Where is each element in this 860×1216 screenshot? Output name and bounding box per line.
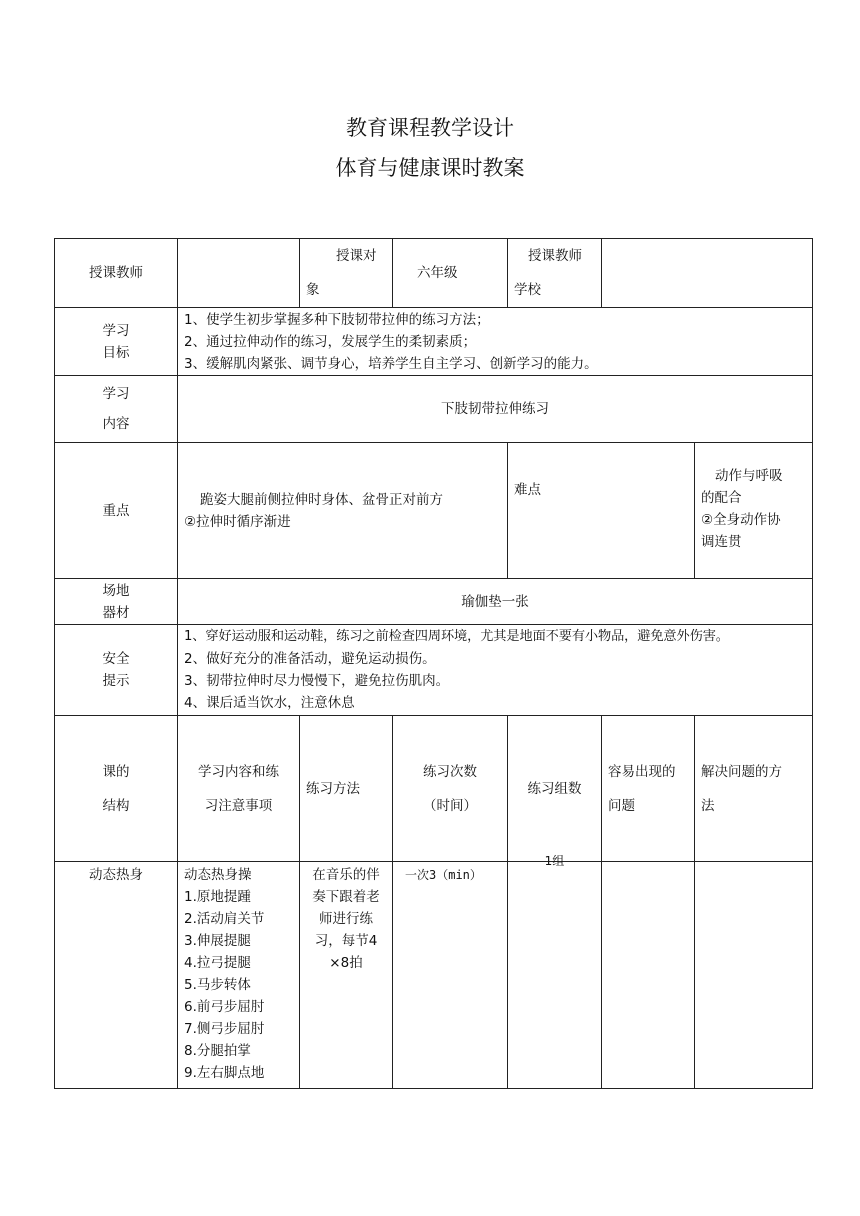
warmup-count: 一次3（min） (405, 868, 482, 882)
info-row (55, 239, 813, 308)
warmup-solutions-cell (695, 862, 813, 1089)
structure-col4-line1: 练习次数 (423, 763, 477, 780)
content-row (55, 376, 813, 443)
goal-item: 1、使学生初步掌握多种下肢韧带拉伸的练习方法； (184, 311, 490, 328)
difficulty-line: 的配合 (701, 490, 742, 506)
goals-label-cell (55, 308, 178, 376)
warmup-method-cell (300, 862, 393, 1089)
structure-col1-line2: 结构 (102, 797, 130, 814)
warmup-section-label: 动态热身 (89, 867, 143, 883)
content-label-line1: 学习 (102, 386, 130, 402)
structure-col4-line2: （时间） (423, 797, 477, 814)
content-label-line2: 内容 (102, 416, 130, 432)
structure-col3-text: 练习方法 (306, 780, 360, 797)
safety-item: 2、做好充分的准备活动，避免运动损伤。 (184, 651, 436, 667)
goals-label-line1: 学习 (102, 322, 130, 339)
warmup-method-line: 师进行练 (319, 911, 373, 927)
target-value-cell (393, 239, 508, 308)
warmup-title: 动态热身操 (184, 867, 252, 883)
teacher-label: 授课教师 (89, 265, 143, 281)
goals-label-line2: 目标 (102, 344, 130, 361)
safety-item: 3、韧带拉伸时尽力慢慢下，避免拉伤肌肉。 (184, 673, 450, 689)
structure-col1-line1: 课的 (102, 763, 130, 780)
warmup-item: 8.分腿拍掌 (184, 1043, 251, 1059)
safety-item: 1、穿好运动服和运动鞋，练习之前检查四周环境，尤其是地面不要有小物品，避免意外伤害。 (184, 629, 729, 644)
safety-content-cell (178, 625, 813, 716)
key-point-line: ②拉伸时循序渐进 (184, 513, 291, 530)
key-point-line: 跪姿大腿前侧拉伸时身体、盆骨正对前方 (200, 491, 443, 508)
safety-label-cell (55, 625, 178, 716)
structure-col6 (602, 716, 695, 862)
warmup-item: 5.马步转体 (184, 977, 251, 993)
lesson-plan-table (54, 238, 813, 1089)
teacher-label-cell (55, 239, 178, 308)
structure-col3 (300, 716, 393, 862)
warmup-method-line: ×8拍 (329, 955, 363, 971)
warmup-method-line: 在音乐的伴 (312, 867, 380, 883)
target-label-line1: 授课对 (336, 248, 377, 264)
key-points-row (55, 443, 813, 579)
teacher-value-cell (178, 239, 300, 308)
structure-col6-line1: 容易出现的 (608, 763, 676, 780)
target-label-line2: 象 (306, 282, 320, 298)
venue-label-line2: 器材 (102, 604, 130, 621)
difficulty-label-cell (508, 443, 695, 579)
venue-row (55, 579, 813, 625)
venue-value: 瑜伽垫一张 (461, 593, 529, 610)
venue-value-cell (178, 579, 813, 625)
goals-content-cell (178, 308, 813, 376)
warmup-method-line: 习，每节4 (314, 933, 378, 949)
structure-col7-line2: 法 (701, 797, 715, 814)
warmup-problems-cell (602, 862, 695, 1089)
difficulty-line: 动作与呼吸 (715, 468, 783, 484)
content-value: 下肢韧带拉伸练习 (441, 401, 549, 417)
difficulty-label: 难点 (514, 482, 541, 498)
warmup-item: 2.活动肩关节 (184, 911, 265, 927)
key-points-label-cell (55, 443, 178, 579)
goals-row (55, 308, 813, 376)
safety-item: 4、课后适当饮水，注意休息 (184, 695, 355, 711)
safety-row (55, 625, 813, 716)
difficulty-line: ②全身动作协 (701, 512, 781, 528)
structure-col5 (508, 716, 602, 862)
safety-label-line1: 安全 (102, 651, 130, 667)
structure-col2-line1: 学习内容和练 (198, 763, 279, 780)
target-value: 六年级 (417, 265, 458, 281)
school-value-cell (602, 239, 813, 308)
goal-item: 2、通过拉伸动作的练习，发展学生的柔韧素质； (184, 333, 477, 350)
structure-col6-line2: 问题 (608, 797, 635, 814)
venue-label-cell (55, 579, 178, 625)
school-label-line2: 学校 (514, 282, 541, 298)
warmup-content-cell (178, 862, 300, 1089)
structure-col2 (178, 716, 300, 862)
content-label-cell (55, 376, 178, 443)
warmup-item: 3.伸展提腿 (184, 933, 251, 949)
key-points-content-cell (178, 443, 508, 579)
warmup-groups-cell (508, 854, 602, 1089)
warmup-groups: 1组 (544, 854, 565, 868)
warmup-method-line: 奏下跟着老 (312, 889, 380, 905)
warmup-item: 4.拉弓提腿 (184, 955, 251, 971)
structure-col7 (695, 716, 813, 862)
target-label-cell (300, 239, 393, 308)
school-label-line1: 授课教师 (528, 248, 582, 264)
venue-label-line1: 场地 (102, 582, 130, 599)
content-value-cell (178, 376, 813, 443)
warmup-count-cell (393, 862, 508, 1089)
structure-col4 (393, 716, 508, 862)
warmup-item: 7.侧弓步屈肘 (184, 1021, 265, 1037)
difficulty-line: 调连贯 (701, 534, 742, 550)
warmup-item: 9.左右脚点地 (184, 1065, 265, 1081)
key-points-label: 重点 (102, 502, 130, 519)
document-title: 教育课程教学设计 (346, 116, 514, 140)
difficulty-content-cell (695, 443, 813, 579)
safety-label-line2: 提示 (102, 673, 130, 689)
warmup-row (55, 862, 813, 1089)
structure-col7-line1: 解决问题的方 (701, 763, 782, 780)
school-label-cell (508, 239, 602, 308)
warmup-item: 1.原地提踵 (184, 889, 251, 905)
goal-item: 3、缓解肌肉紧张、调节身心，培养学生自主学习、创新学习的能力。 (184, 355, 598, 372)
warmup-item: 6.前弓步屈肘 (184, 999, 265, 1015)
structure-col1 (55, 716, 178, 862)
warmup-section-cell (55, 862, 178, 1089)
structure-col5-text: 练习组数 (527, 780, 582, 797)
structure-col2-line2: 习注意事项 (204, 797, 273, 814)
document-subtitle: 体育与健康课时教案 (335, 156, 525, 180)
structure-header-row (55, 716, 813, 862)
